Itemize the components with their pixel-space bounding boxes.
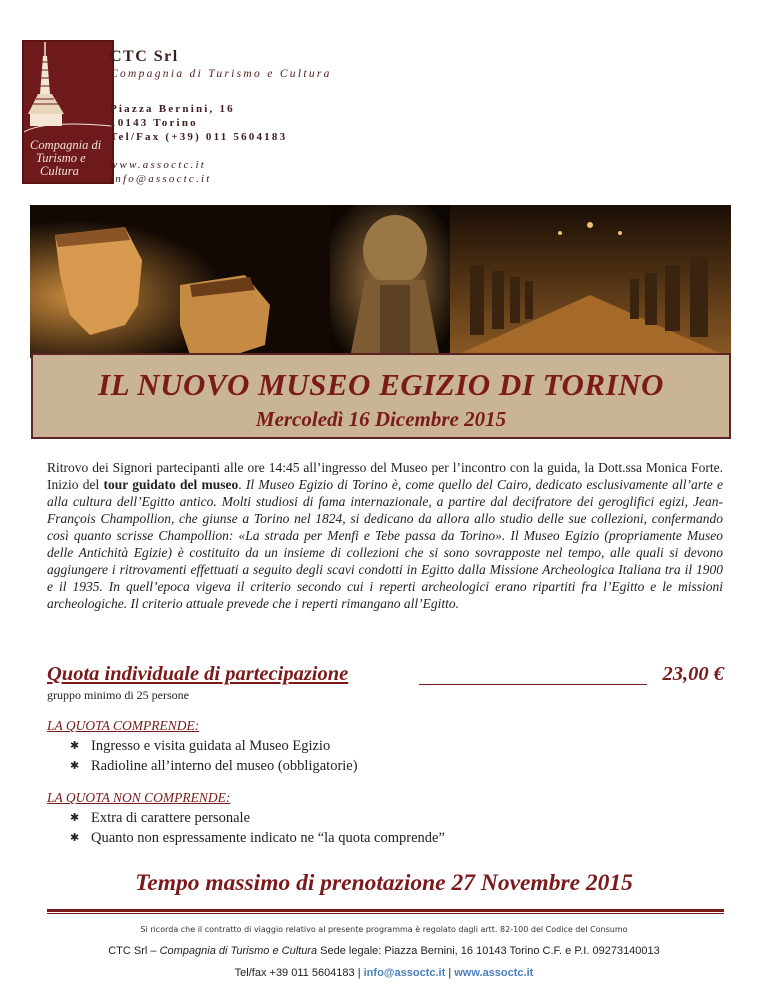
list-item [70,828,445,848]
list-item-text: Extra di carattere personale [91,810,251,826]
title-box [31,353,731,439]
intro-bold: tour guidato del museo [103,477,239,492]
footer-legal-note: Si ricorda che il contratto di viaggio relativo al presente programma è regolato dagli artt. 82-100 del Codice del Consumo [140,925,628,934]
asterisk-bullet-icon: ✱ [70,760,80,772]
intro-paragraph [47,459,723,612]
event-date: Mercoledì 16 Dicembre 2015 [255,407,507,431]
company-block [110,48,332,80]
list-item-text: Radioline all’interno del museo (obbligatorie) [91,758,358,774]
footer-company-line [0,945,768,957]
company-subtitle: Compagnia di Turismo e Cultura [110,68,332,80]
asterisk-bullet-icon: ✱ [70,812,80,824]
company-web [110,158,211,186]
quota-underline [419,684,647,685]
logo-line-2: Turismo e [36,151,86,165]
excludes-list [70,808,445,848]
footer-legal-address: Sede legale: Piazza Bernini, 16 10143 Torino C.F. e P.I. 09273140013 [317,945,660,957]
asterisk-bullet-icon: ✱ [70,832,80,844]
booking-deadline: Tempo massimo di prenotazione 27 Novembre 2015 [135,870,633,896]
company-address [110,102,287,144]
mole-antonelliana-icon [24,42,112,142]
footer-email-link[interactable]: info@assoctc.it [363,967,446,979]
website-text[interactable]: www.assoctc.it [110,159,206,171]
address-street: Piazza Bernini, 16 [110,103,235,115]
asterisk-bullet-icon: ✱ [70,740,80,752]
address-phone: Tel/Fax (+39) 011 5604183 [110,131,288,143]
footer-phone: Tel/fax +39 011 5604183 | [234,967,364,979]
footer-separator: | [445,967,455,979]
includes-list [70,736,358,776]
intro-text-1: Ritrovo dei Signori partecipanti alle ore 14:45 all’ingresso del Museo per l’incontro con la guida, la Dott.ssa Monica Forte. Inizio del [47,460,723,492]
address-city: 10143 Torino [110,117,198,129]
footer-divider [47,909,724,912]
company-logo [22,40,114,184]
event-title: IL NUOVO MUSEO EGIZIO DI TORINO [98,367,664,402]
logo-line-3: Cultura [40,164,79,178]
company-name: CTC Srl [110,48,179,65]
list-item [70,736,358,756]
list-item-text: Ingresso e visita guidata al Museo Egizio [91,738,331,754]
list-item [70,756,358,776]
footer-company-name: CTC Srl – [108,945,160,957]
museum-banner-image [30,205,731,358]
quota-row [47,663,724,689]
email-text[interactable]: info@assoctc.it [110,173,212,185]
logo-line-1: Compagnia di [30,138,102,152]
excludes-heading: LA QUOTA NON COMPRENDE: [47,790,231,805]
quota-price: 23,00 € [662,663,724,685]
intro-text-2: . [238,477,246,492]
intro-italic: Il Museo Egizio di Torino è, come quello del Cairo, dedicato esclusivamente all’arte e alla cultura dell’Egitto antico. Molti studiosi di fama internazionale, a partire dal decifratore dei geroglifici egizi, Jean-François Champollion, che giunse a Torino nel 1824, si dedicano da allora allo studio delle sue collezioni, confermando così quanto scrisse Champollion: «La strada per Menfi e Tebe passa da Torino». Il Museo Egizio (propriamente Museo delle Antichità Egizie) è costituito da un insieme di collezioni che si sono sovrapposte nel tempo, alle quali si devono aggiungere i ritrovamenti effettuati a seguito degli scavi condotti in Egitto dalla Missione Archeologica Italiana tra il 1900 e il 1935. In quell’epoca vigeva il criterio secondo cui i reperti archeologici erano ripartiti fra l’Egitto e le missioni archeologiche. Il criterio attuale prevede che i reperti rimangano all’Egitto. [47,477,724,611]
logo-text [24,139,112,178]
footer-web-link[interactable]: www.assoctc.it [454,967,534,979]
includes-heading: LA QUOTA COMPRENDE: [47,718,200,733]
group-minimum: gruppo minimo di 25 persone [47,688,189,702]
list-item [70,808,445,828]
quota-label: Quota individuale di partecipazione [47,663,349,685]
footer-contact-line [0,967,768,979]
footer-divider-thin [47,913,724,914]
footer-company-sub: Compagnia di Turismo e Cultura [159,945,318,957]
list-item-text: Quanto non espressamente indicato ne “la quota comprende” [91,830,445,846]
